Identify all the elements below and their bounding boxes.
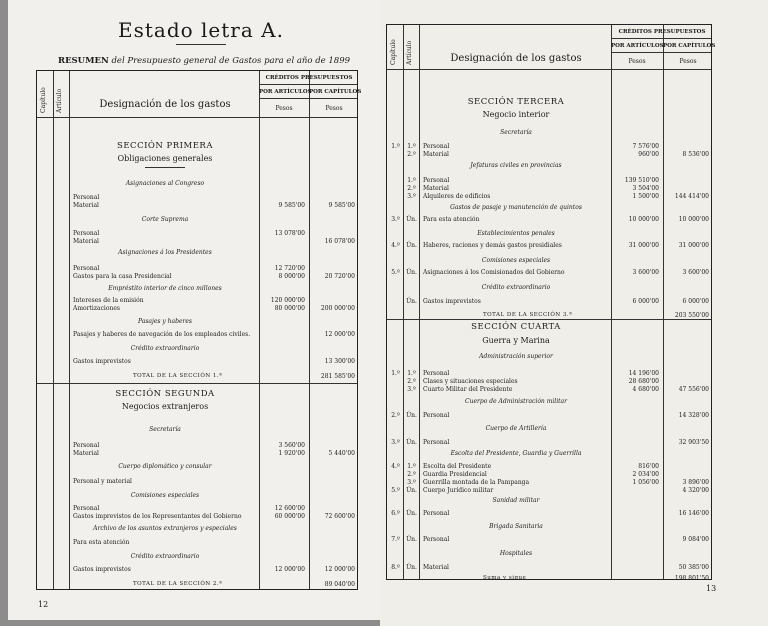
articulo-number: 1.º (407, 370, 416, 377)
subsection-heading: Pasajes y haberes (137, 318, 193, 325)
section-tercera-subtitle: Negocio interior (482, 110, 550, 119)
articulo-number: 2.º (407, 471, 416, 478)
amount-por-articulo: 10 000'00 (628, 216, 659, 223)
amount-por-articulo: 80 000'00 (274, 305, 305, 312)
line-item-label: Personal (423, 370, 450, 377)
line-item-label: Material (73, 450, 99, 457)
line-item-label: Escolta del Presidente (423, 463, 492, 470)
section-total-label: TOTAL DE LA SECCIÓN 1.ª (133, 373, 223, 379)
articulo-number: 3.º (407, 386, 416, 393)
line-item-label: Personal (73, 505, 100, 512)
header-capitulo: Capítulo (390, 39, 397, 65)
amount-por-capitulo: 9 084'00 (682, 536, 709, 543)
subsection-heading: Cuerpo de Artillería (485, 425, 547, 432)
line-item-label: Material (423, 185, 449, 192)
line-item-label: Guardia Presidencial (423, 471, 487, 478)
line-item-label: Alquileres de edificios (423, 193, 491, 200)
articulo-number: Ún. (406, 269, 417, 276)
amount-por-articulo: 4 680'00 (632, 386, 659, 393)
amount-por-capitulo: 89 040'00 (324, 581, 355, 588)
amount-por-articulo: 3 504'00 (632, 185, 659, 192)
amount-por-capitulo: 20 720'00 (324, 273, 355, 280)
subsection-heading: Asignaciones á los Presidentes (118, 249, 212, 256)
amount-por-articulo: 6 000'00 (632, 298, 659, 305)
capitulo-number: 5.º (391, 487, 400, 494)
subsection-heading: Administración superior (479, 353, 553, 360)
amount-por-articulo: 12 000'00 (274, 566, 305, 573)
amount-por-capitulo: 4 320'00 (682, 487, 709, 494)
articulo-number: Ún. (406, 564, 417, 571)
section-tercera-title: SECCIÓN TERCERA (467, 97, 565, 107)
section-segunda-subtitle: Negocios extranjeros (121, 402, 209, 411)
amount-por-capitulo: 3 600'00 (682, 269, 709, 276)
articulo-number: 3.º (407, 479, 416, 486)
capitulo-number: 3.º (391, 439, 400, 446)
subsection-heading: Asignaciones al Congreso (125, 180, 205, 187)
amount-por-articulo: 8 000'00 (278, 273, 305, 280)
section-divider (37, 383, 357, 384)
left-page (8, 0, 380, 620)
capitulo-number: 4.º (391, 242, 400, 249)
amount-por-capitulo: 13 300'00 (324, 358, 355, 365)
subsection-heading: Crédito extraordinario (481, 284, 551, 291)
line-item-label: Personal (423, 439, 450, 446)
amount-por-capitulo: 200 000'00 (320, 305, 355, 312)
articulo-number: 1.º (407, 143, 416, 150)
amount-por-capitulo: 5 440'00 (328, 450, 355, 457)
amount-por-capitulo: 9 585'00 (328, 202, 355, 209)
line-item-label: Personal (423, 536, 450, 543)
subsection-heading: Hospitales (499, 550, 533, 557)
subsection-heading: Crédito extraordinario (130, 553, 200, 560)
amount-por-capitulo: 10 000'00 (678, 216, 709, 223)
line-item-label: Pasajes y haberes de navegación de los empleados civiles. (73, 331, 251, 338)
line-item-label: Personal (73, 442, 100, 449)
amount-por-articulo: 1 500'00 (632, 193, 659, 200)
header-capitulo: Capítulo (40, 87, 47, 113)
articulo-number: Ún. (406, 242, 417, 249)
page-number-left: 12 (38, 600, 49, 609)
amount-por-capitulo: 8 536'00 (682, 151, 709, 158)
line-item-label: Gastos para la casa Presidencial (73, 273, 172, 280)
line-item-label: Cuerpo Jurídico militar (423, 487, 494, 494)
amount-por-articulo: 1 920'00 (278, 450, 305, 457)
capitulo-number: 1.º (391, 143, 400, 150)
amount-por-capitulo: 6 000'00 (682, 298, 709, 305)
capitulo-number: 7.º (391, 536, 400, 543)
header-creditos: CRÉDITOS PRESUPUESTOS (618, 29, 706, 35)
col-divider (309, 71, 310, 589)
amount-por-capitulo: 31 000'00 (678, 242, 709, 249)
amount-por-articulo: 1 056'00 (632, 479, 659, 486)
articulo-number: Ún. (406, 216, 417, 223)
amount-por-articulo: 13 078'00 (274, 230, 305, 237)
line-item-label: Intereses de la emisión (73, 297, 144, 304)
subsection-heading: Jefaturas civiles en provincias (470, 162, 562, 169)
capitulo-number: 5.º (391, 269, 400, 276)
section-primera-title: SECCIÓN PRIMERA (117, 141, 213, 151)
line-item-label: Material (73, 202, 99, 209)
section-rule (145, 167, 185, 168)
page-title: Estado letra A. (118, 18, 284, 42)
header-pesos-capitulos: Pesos (679, 58, 697, 65)
amount-por-capitulo: 14 328'00 (678, 412, 709, 419)
amount-por-articulo: 3 560'00 (278, 442, 305, 449)
line-item-label: Clases y situaciones especiales (423, 378, 518, 385)
header-articulo: Artículo (406, 40, 413, 65)
document-subtitle (58, 56, 350, 66)
line-item-label: Haberes, raciones y demás gastos presidiales (423, 242, 562, 249)
articulo-number: 2.º (407, 185, 416, 192)
subsection-heading: Sanidad militar (492, 497, 540, 504)
header-rule (387, 69, 711, 70)
amount-por-capitulo: 12 000'00 (324, 566, 355, 573)
section-cuarta-title: SECCIÓN CUARTA (471, 322, 561, 332)
amount-por-capitulo: 47 556'00 (678, 386, 709, 393)
amount-por-articulo: 139 510'00 (624, 177, 659, 184)
amount-por-articulo: 960'00 (638, 151, 659, 158)
capitulo-number: 4.º (391, 463, 400, 470)
subsection-heading: Comisiones especiales (481, 257, 551, 264)
amount-por-capitulo: 72 600'00 (324, 513, 355, 520)
amount-por-capitulo: 281 585'00 (320, 373, 355, 380)
articulo-number: 1.º (407, 463, 416, 470)
right-page (380, 0, 768, 626)
header-creditos: CRÉDITOS PRESUPUESTOS (265, 75, 353, 81)
subtitle-text: del Presupuesto general de Gastos para el año de 1899 (108, 56, 351, 66)
amount-por-articulo: 31 000'00 (628, 242, 659, 249)
line-item-label: Material (73, 238, 99, 245)
amount-por-capitulo: 16 146'00 (678, 510, 709, 517)
line-item-label: Para esta atención (423, 216, 480, 223)
capitulo-number: 3.º (391, 216, 400, 223)
amount-por-articulo: 3 600'00 (632, 269, 659, 276)
line-item-label: Material (423, 564, 449, 571)
articulo-number: Ún. (406, 412, 417, 419)
articulo-number: 3.º (407, 193, 416, 200)
line-item-label: Para esta atención (73, 539, 130, 546)
section-total-label: TOTAL DE LA SECCIÓN 2.ª (133, 581, 223, 587)
amount-por-articulo: 28 680'00 (628, 378, 659, 385)
header-pesos-articulos: Pesos (275, 105, 293, 112)
line-item-label: Personal (423, 143, 450, 150)
line-item-label: Personal (73, 265, 100, 272)
articulo-number: Ún. (406, 536, 417, 543)
line-item-label: Guerrilla montada de la Pampanga (423, 479, 530, 486)
subsection-heading: Empréstito interior de cinco millones (108, 285, 222, 292)
subsection-heading: Secretaría (149, 426, 181, 433)
header-designacion: Designación de los gastos (99, 99, 231, 110)
line-item-label: Asignaciones á los Comisionados del Gobierno (423, 269, 565, 276)
articulo-number: Ún. (406, 298, 417, 305)
amount-por-articulo: 2 034'00 (632, 471, 659, 478)
amount-por-articulo: 120 000'00 (270, 297, 305, 304)
amount-por-capitulo: 50 385'00 (678, 564, 709, 571)
section-total-label: TOTAL DE LA SECCIÓN 3.ª (483, 312, 573, 318)
articulo-number: 2.º (407, 378, 416, 385)
subsection-heading: Establecimientos penales (477, 230, 555, 237)
line-item-label: Personal y material (73, 478, 132, 485)
section-cuarta-subtitle: Guerra y Marina (482, 336, 550, 345)
articulo-number: 2.º (407, 151, 416, 158)
line-item-label: Gastos imprevistos (73, 358, 131, 365)
header-por-capitulos: POR CAPÍTULOS (309, 89, 362, 95)
amount-por-capitulo: 32 903'50 (678, 439, 709, 446)
subsection-heading: Escolta del Presidente, Guardia y Guerrilla (450, 450, 582, 457)
capitulo-number: 8.º (391, 564, 400, 571)
capitulo-number: 2.º (391, 412, 400, 419)
line-item-label: Personal (423, 412, 450, 419)
line-item-label: Gastos imprevistos (73, 566, 131, 573)
header-por-articulos: POR ARTÍCULOS (611, 43, 664, 49)
subsection-heading: Cuerpo diplomático y consular (118, 463, 212, 470)
amount-por-capitulo: 198 801'50 (674, 575, 709, 582)
budget-table-right (386, 24, 716, 582)
amount-por-capitulo: 144 414'00 (674, 193, 709, 200)
amount-por-articulo: 12 600'00 (274, 505, 305, 512)
page-number-right: 13 (706, 584, 717, 593)
amount-por-articulo: 9 585'00 (278, 202, 305, 209)
line-item-label: Cuarto Militar del Presidente (423, 386, 513, 393)
subsection-heading: Crédito extraordinario (130, 345, 200, 352)
amount-por-capitulo: 203 550'00 (674, 312, 709, 319)
budget-table-left (36, 70, 362, 590)
section-primera-subtitle: Obligaciones generales (117, 154, 213, 163)
section-total-label: Suma y sigue (483, 575, 527, 581)
articulo-number: Ún. (406, 510, 417, 517)
header-rule (611, 38, 711, 39)
header-por-articulos: POR ARTÍCULOS (259, 89, 312, 95)
line-item-label: Personal (423, 510, 450, 517)
header-rule (259, 84, 357, 85)
header-rule (37, 117, 357, 118)
section-divider (387, 319, 711, 320)
capitulo-number: 6.º (391, 510, 400, 517)
subtitle-lead: RESUMEN (58, 56, 109, 66)
col-divider (53, 71, 54, 589)
line-item-label: Material (423, 151, 449, 158)
section-segunda-title: SECCIÓN SEGUNDA (115, 389, 215, 399)
subsection-heading: Brigada Sanitaria (489, 523, 543, 530)
col-divider (69, 71, 70, 589)
amount-por-articulo: 60 000'00 (274, 513, 305, 520)
header-pesos-articulos: Pesos (628, 58, 646, 65)
subsection-heading: Secretaría (500, 129, 532, 136)
articulo-number: Ún. (406, 487, 417, 494)
subsection-heading: Gastos de pasaje y manutención de quintos (450, 204, 582, 211)
header-rule (259, 98, 357, 99)
subsection-heading: Cuerpo de Administración militar (465, 398, 567, 405)
line-item-label: Amortizaciones (73, 305, 120, 312)
amount-por-capitulo: 3 896'00 (682, 479, 709, 486)
line-item-label: Personal (423, 177, 450, 184)
line-item-label: Personal (73, 230, 100, 237)
header-por-capitulos: POR CAPÍTULOS (663, 43, 716, 49)
title-rule (176, 44, 226, 45)
line-item-label: Personal (73, 194, 100, 201)
amount-por-articulo: 12 720'00 (274, 265, 305, 272)
amount-por-articulo: 14 196'00 (628, 370, 659, 377)
header-articulo: Artículo (56, 88, 63, 113)
amount-por-capitulo: 12 000'00 (324, 331, 355, 338)
amount-por-capitulo: 16 078'00 (324, 238, 355, 245)
amount-por-articulo: 816'00 (638, 463, 659, 470)
col-divider (419, 25, 420, 579)
subsection-heading: Comisiones especiales (130, 492, 200, 499)
header-designacion: Designación de los gastos (450, 53, 582, 64)
subsection-heading: Corte Suprema (141, 216, 189, 223)
line-item-label: Gastos imprevistos (423, 298, 481, 305)
capitulo-number: 1.º (391, 370, 400, 377)
amount-por-articulo: 7 576'00 (632, 143, 659, 150)
articulo-number: Ún. (406, 439, 417, 446)
line-item-label: Gastos imprevistos de los Representantes del Gobierno (73, 513, 242, 520)
subsection-heading: Archivo de los asuntos extranjeros y especiales (93, 525, 237, 532)
articulo-number: 1.º (407, 177, 416, 184)
header-rule (611, 52, 711, 53)
header-pesos-capitulos: Pesos (325, 105, 343, 112)
